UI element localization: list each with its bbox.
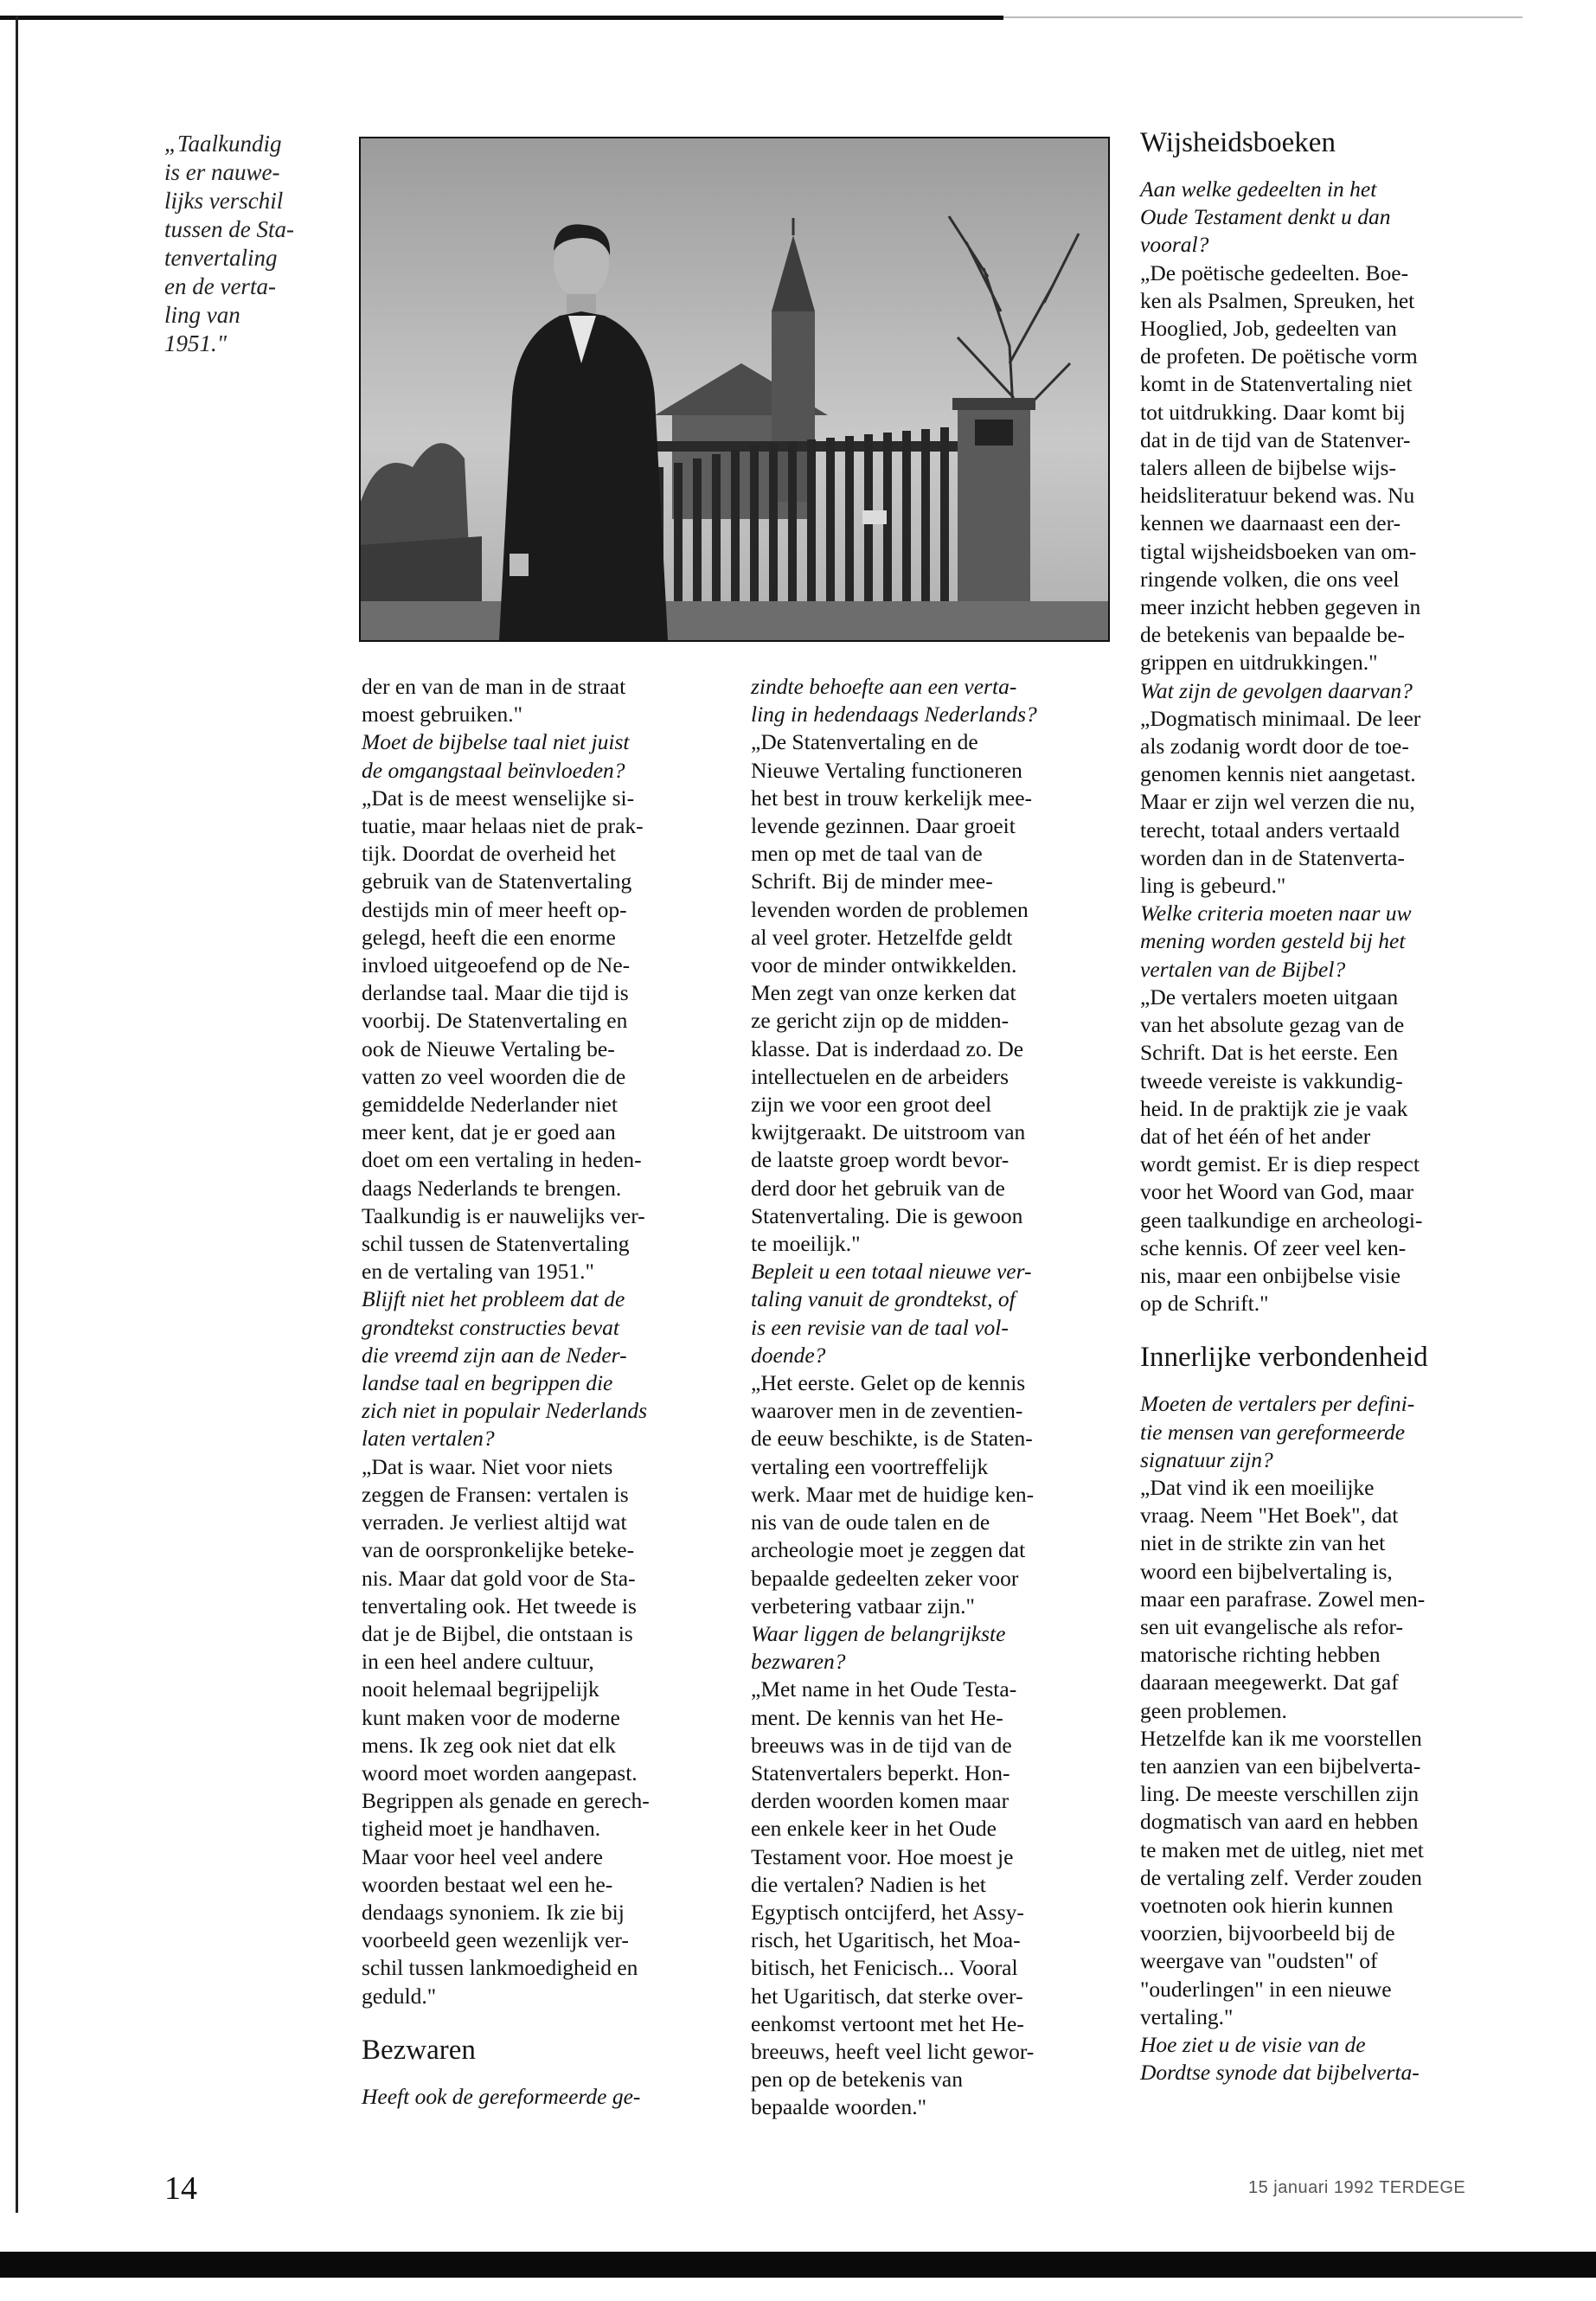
text-line: tigheid moet je handhaven.: [362, 1816, 601, 1842]
text-line: landse taal en begrippen die: [362, 1370, 613, 1396]
text-line: tot uitdrukking. Daar komt bij: [1140, 399, 1406, 425]
interview-question: [1140, 900, 1503, 984]
text-line: wordt gemist. Er is diep respect: [1140, 1151, 1420, 1177]
text-line: zijn we voor een groot deel: [751, 1092, 992, 1118]
text-line: mening worden gesteld bij het: [1140, 928, 1406, 954]
interview-question: [1140, 677, 1503, 705]
pull-quote-line: tenvertaling: [164, 245, 278, 271]
interview-answer: [362, 673, 725, 728]
text-line: doet om een vertaling in heden-: [362, 1147, 642, 1173]
text-line: niet in de strikte zin van het: [1140, 1530, 1386, 1556]
text-line: pen op de betekenis van: [751, 2067, 964, 2093]
text-line: „De vertalers moeten uitgaan: [1140, 984, 1399, 1009]
text-line: voorzien, bijvoorbeeld bij de: [1140, 1920, 1395, 1946]
text-line: nooit helemaal begrijpelijk: [362, 1676, 599, 1702]
text-line: ook de Nieuwe Vertaling be-: [362, 1035, 615, 1061]
text-line: meer kent, dat je er goed aan: [362, 1119, 616, 1145]
text-line: breeuws was in de tijd van de: [751, 1732, 1012, 1758]
text-line: Hoe ziet u de visie van de: [1140, 2032, 1366, 2057]
text-line: woorden bestaat wel een he-: [362, 1871, 613, 1897]
interview-question: [1140, 1390, 1503, 1474]
text-line: gemiddelde Nederlander niet: [362, 1092, 618, 1118]
text-line: Moet de bijbelse taal niet juist: [362, 729, 630, 755]
text-line: levenden worden de problemen: [751, 896, 1029, 922]
text-line: bepaalde gedeelten zeker voor: [751, 1565, 1019, 1591]
text-line: „Met name in het Oude Testa-: [751, 1676, 1017, 1702]
text-line: het Ugaritisch, dat sterke over-: [751, 1983, 1023, 2009]
text-line: geen problemen.: [1140, 1697, 1287, 1723]
text-line: sen uit evangelische als refor-: [1140, 1613, 1403, 1639]
text-line: voor het Woord van God, maar: [1140, 1179, 1414, 1205]
text-line: dat in de tijd van de Statenver-: [1140, 426, 1411, 452]
text-line: weergave van "oudsten" of: [1140, 1948, 1378, 1974]
text-line: „Dogmatisch minimaal. De leer: [1140, 705, 1421, 731]
text-line: Wat zijn de gevolgen daarvan?: [1140, 677, 1413, 703]
text-line: gebruik van de Statenvertaling: [362, 868, 632, 894]
text-line: Maar voor heel veel andere: [362, 1843, 603, 1869]
pillar-cap: [952, 398, 1035, 410]
text-line: als zodanig wordt door de toe-: [1140, 734, 1409, 760]
text-line: bepaalde woorden.": [751, 2094, 926, 2120]
text-line: moest gebruiken.": [362, 702, 523, 727]
text-line: Men zegt van onze kerken dat: [751, 980, 1016, 1006]
page-number: 14: [164, 2170, 197, 2207]
article-column-2: [751, 673, 1114, 2122]
text-line: Oude Testament denkt u dan: [1140, 204, 1391, 230]
text-line: levende gezinnen. Daar groeit: [751, 813, 1016, 839]
text-line: vertaling.": [1140, 2003, 1234, 2029]
text-line: „De Statenvertaling en de: [751, 729, 978, 755]
text-line: sche kennis. Of zeer veel ken-: [1140, 1234, 1407, 1260]
section-heading: Wijsheidsboeken: [1140, 127, 1336, 158]
text-line: vertalen van de Bijbel?: [1140, 956, 1346, 982]
text-line: in een heel andere cultuur,: [362, 1649, 594, 1675]
text-line: destijds min of meer heeft op-: [362, 896, 627, 922]
section-heading: Innerlijke verbondenheid: [1140, 1342, 1428, 1374]
text-line: kennen we daarnaast een der-: [1140, 510, 1401, 536]
issue-date-footer: 15 januari 1992 TERDEGE: [1248, 2178, 1466, 2197]
text-line: Hooglied, Job, gedeelten van: [1140, 316, 1397, 342]
text-line: terecht, totaal anders vertaald: [1140, 817, 1401, 843]
article-column-3: [1140, 125, 1503, 2086]
text-line: grondtekst constructies bevat: [362, 1314, 619, 1340]
text-line: schil tussen de Statenvertaling: [362, 1231, 630, 1257]
text-line: ling. De meeste verschillen zijn: [1140, 1781, 1420, 1807]
text-line: Moeten de vertalers per defini-: [1140, 1391, 1415, 1417]
text-line: dat je de Bijbel, die ontstaan is: [362, 1620, 633, 1646]
text-line: die vertalen? Nadien is het: [751, 1871, 986, 1897]
pull-quote: [164, 130, 324, 358]
text-line: daags Nederlands te brengen.: [362, 1175, 622, 1201]
interview-question: [1140, 2031, 1503, 2086]
text-line: geduld.": [362, 1983, 437, 2009]
text-line: doende?: [751, 1342, 826, 1368]
interview-question: [751, 673, 1114, 728]
text-line: vatten zo veel woorden die de: [362, 1063, 626, 1089]
text-line: talers alleen de bijbelse wijs-: [1140, 455, 1396, 481]
text-line: ment. De kennis van het He-: [751, 1704, 1003, 1730]
text-line: nis, maar een onbijbelse visie: [1140, 1262, 1401, 1288]
text-line: mens. Ik zeg ook niet dat elk: [362, 1732, 616, 1758]
text-line: tijk. Doordat de overheid het: [362, 841, 616, 867]
text-line: Statenvertaling. Die is gewoon: [751, 1202, 1023, 1228]
text-line: die vreemd zijn aan de Neder-: [362, 1342, 627, 1368]
text-line: te maken met de uitleg, niet met: [1140, 1836, 1424, 1862]
interview-answer: [362, 1453, 725, 2010]
text-line: kwijtgeraakt. De uitstroom van: [751, 1119, 1026, 1145]
text-line: eenkomst vertoont met het He-: [751, 2010, 1024, 2036]
text-line: genomen kennis niet aangetast.: [1140, 761, 1416, 787]
text-line: invloed uitgeoefend op de Ne-: [362, 952, 631, 978]
text-line: de vertaling zelf. Verder zouden: [1140, 1864, 1422, 1890]
text-line: men op met de taal van de: [751, 841, 983, 867]
text-line: ten aanzien van een bijbelverta-: [1140, 1753, 1421, 1779]
text-line: klasse. Dat is inderdaad zo. De: [751, 1035, 1024, 1061]
text-line: Heeft ook de gereformeerde ge-: [362, 2083, 641, 2109]
photo-man-before-church: [359, 137, 1110, 642]
text-line: de profeten. De poëtische vorm: [1140, 343, 1418, 369]
text-line: Egyptisch ontcijferd, het Assy-: [751, 1899, 1024, 1925]
gate-sign: [862, 510, 887, 524]
interview-answer: [1140, 984, 1503, 1317]
text-line: en de vertaling van 1951.": [362, 1259, 594, 1285]
text-line: „Dat is waar. Niet voor niets: [362, 1453, 613, 1479]
interview-answer: [362, 785, 725, 1286]
text-line: tweede vereiste is vakkundig-: [1140, 1067, 1403, 1093]
text-line: ringende volken, die ons veel: [1140, 566, 1400, 592]
text-line: Waar liggen de belangrijkste: [751, 1620, 1006, 1646]
text-line: derlandse taal. Maar die tijd is: [362, 980, 629, 1006]
text-line: de eeuw beschikte, is de Staten-: [751, 1426, 1033, 1452]
text-line: Nieuwe Vertaling functioneren: [751, 757, 1022, 783]
text-line: bitisch, het Fenicisch... Vooral: [751, 1955, 1018, 1981]
text-line: tenvertaling ook. Het tweede is: [362, 1593, 637, 1618]
interview-question: [362, 1285, 725, 1452]
text-line: derd door het gebruik van de: [751, 1175, 1005, 1201]
text-line: archeologie moet je zeggen dat: [751, 1537, 1026, 1563]
text-line: voorbeeld geen wezenlijk ver-: [362, 1927, 629, 1953]
text-line: vooral?: [1140, 232, 1209, 258]
text-line: dendaags synoniem. Ik zie bij: [362, 1899, 625, 1925]
text-line: worden dan in de Statenverta-: [1140, 844, 1405, 870]
interview-question: [751, 1620, 1114, 1676]
text-line: voetnoten ook hierin kunnen: [1140, 1892, 1394, 1918]
text-line: risch, het Ugaritisch, het Moa-: [751, 1927, 1021, 1953]
text-line: schil tussen lankmoedigheid en: [362, 1955, 638, 1981]
article-column-1: [362, 673, 725, 2111]
text-line: woord een bijbelvertaling is,: [1140, 1558, 1393, 1584]
interview-answer: [751, 1676, 1114, 2121]
text-line: zeggen de Fransen: vertalen is: [362, 1481, 629, 1507]
text-line: tigtal wijsheidsboeken van om-: [1140, 538, 1417, 564]
interview-answer: [1140, 1474, 1503, 2031]
text-line: dogmatisch van aard en hebben: [1140, 1809, 1419, 1835]
text-line: verbetering vatbaar zijn.": [751, 1593, 975, 1618]
pull-quote-line: lijks verschil: [164, 188, 284, 214]
text-line: gelegd, heeft die een enorme: [362, 924, 616, 950]
text-line: „De poëtische gedeelten. Boe-: [1140, 260, 1409, 285]
interview-question: [751, 1258, 1114, 1369]
interview-answer: [1140, 705, 1503, 900]
text-line: zich niet in populair Nederlands: [362, 1398, 648, 1424]
text-line: nis. Maar dat gold voor de Sta-: [362, 1565, 636, 1591]
text-line: tie mensen van gereformeerde: [1140, 1419, 1406, 1445]
text-line: de laatste groep wordt bevor-: [751, 1147, 1010, 1173]
text-line: tuatie, maar helaas niet de prak-: [362, 813, 644, 839]
text-line: de omgangstaal beïnvloeden?: [362, 757, 625, 783]
text-line: ling in hedendaags Nederlands?: [751, 702, 1037, 727]
pull-quote-line: „Taalkundig: [164, 131, 282, 157]
text-line: dat of het één of het ander: [1140, 1123, 1371, 1149]
interview-question: [362, 728, 725, 784]
text-line: maar een parafrase. Zowel men-: [1140, 1586, 1426, 1612]
photo-illustration: [361, 138, 1108, 640]
text-line: te moeilijk.": [751, 1231, 861, 1257]
text-line: de betekenis van bepaalde be-: [1140, 622, 1405, 648]
text-line: vraag. Neem "Het Boek", dat: [1140, 1503, 1399, 1529]
text-line: derden woorden komen maar: [751, 1788, 1010, 1814]
text-line: woord moet worden aangepast.: [362, 1759, 638, 1785]
text-line: „Dat vind ik een moeilijke: [1140, 1474, 1375, 1500]
interview-question: [1140, 176, 1503, 260]
text-line: Bepleit u een totaal nieuwe ver-: [751, 1259, 1032, 1285]
interview-question: [362, 2083, 725, 2111]
pull-quote-line: ling van: [164, 302, 240, 328]
text-line: matorische richting hebben: [1140, 1642, 1381, 1668]
text-line: ze gericht zijn op de midden-: [751, 1008, 1010, 1034]
text-line: "ouderlingen" in een nieuwe: [1140, 1976, 1392, 2002]
text-line: Maar er zijn wel verzen die nu,: [1140, 789, 1415, 815]
text-line: Testament voor. Hoe moest je: [751, 1843, 1014, 1869]
text-line: signatuur zijn?: [1140, 1446, 1273, 1472]
pull-quote-line: en de verta-: [164, 273, 276, 299]
text-line: werk. Maar met de huidige ken-: [751, 1481, 1035, 1507]
text-line: van het absolute gezag van de: [1140, 1012, 1405, 1038]
text-line: der en van de man in de straat: [362, 674, 626, 699]
text-line: laten vertalen?: [362, 1426, 495, 1452]
text-line: waarover men in de zeventien-: [751, 1398, 1023, 1424]
text-line: het best in trouw kerkelijk mee-: [751, 785, 1033, 811]
text-line: kunt maken voor de moderne: [362, 1704, 620, 1730]
ground: [361, 601, 1108, 640]
top-border-rule: [0, 16, 1003, 20]
text-line: nis van de oude talen en de: [751, 1509, 990, 1535]
text-line: al veel groter. Hetzelfde geldt: [751, 924, 1013, 950]
text-line: „Dat is de meest wenselijke si-: [362, 785, 635, 811]
text-line: daaraan meegewerkt. Dat gaf: [1140, 1670, 1399, 1695]
text-line: komt in de Statenvertaling niet: [1140, 371, 1413, 397]
text-line: verraden. Je verliest altijd wat: [362, 1509, 627, 1535]
top-border-rule-thin: [1003, 16, 1522, 18]
text-line: Begrippen als genade en gerech-: [362, 1788, 650, 1814]
text-line: Taalkundig is er nauwelijks ver-: [362, 1202, 645, 1228]
text-line: heid. In de praktijk zie je vaak: [1140, 1095, 1408, 1121]
text-line: ken als Psalmen, Spreuken, het: [1140, 287, 1415, 313]
bottom-border-bar: [0, 2252, 1596, 2278]
pillar-plaque: [975, 420, 1013, 445]
interview-answer: [1140, 260, 1503, 677]
text-line: heidsliteratuur bekend was. Nu: [1140, 483, 1415, 509]
text-line: Hetzelfde kan ik me voorstellen: [1140, 1725, 1422, 1751]
text-line: taling vanuit de grondtekst, of: [751, 1286, 1016, 1312]
text-line: Schrift. Dat is het eerste. Een: [1140, 1040, 1399, 1066]
text-line: Blijft niet het probleem dat de: [362, 1286, 625, 1312]
text-line: is een revisie van de taal vol-: [751, 1314, 1009, 1340]
text-line: ling is gebeurd.": [1140, 873, 1286, 899]
text-line: intellectuelen en de arbeiders: [751, 1063, 1010, 1089]
section-heading: Bezwaren: [362, 2034, 476, 2066]
text-line: voorbij. De Statenvertaling en: [362, 1008, 628, 1034]
text-line: „Het eerste. Gelet op de kennis: [751, 1370, 1026, 1396]
text-line: geen taalkundige en archeologi-: [1140, 1207, 1423, 1233]
interview-answer: [751, 728, 1114, 1258]
text-line: vertaling een voortreffelijk: [751, 1453, 989, 1479]
left-border-rule: [16, 16, 18, 2213]
text-line: meer inzicht hebben gegeven in: [1140, 594, 1421, 620]
text-line: zindte behoefte aan een verta-: [751, 674, 1017, 699]
text-line: grippen en uitdrukkingen.": [1140, 650, 1378, 676]
interview-answer: [751, 1369, 1114, 1620]
text-line: Schrift. Bij de minder mee-: [751, 868, 993, 894]
text-line: op de Schrift.": [1140, 1291, 1269, 1317]
text-line: Aan welke gedeelten in het: [1140, 176, 1377, 202]
pull-quote-line: tussen de Sta-: [164, 216, 294, 242]
text-line: van de oorspronkelijke beteke-: [362, 1537, 635, 1563]
text-line: Dordtse synode dat bijbelverta-: [1140, 2060, 1420, 2086]
pull-quote-line: 1951.": [164, 330, 228, 356]
pull-quote-line: is er nauwe-: [164, 159, 280, 185]
text-line: Welke criteria moeten naar uw: [1140, 901, 1412, 926]
text-line: voor de minder ontwikkelden.: [751, 952, 1017, 978]
text-line: een enkele keer in het Oude: [751, 1816, 997, 1842]
text-line: Statenvertalers beperkt. Hon-: [751, 1759, 1010, 1785]
text-line: bezwaren?: [751, 1649, 846, 1675]
text-line: breeuws, heeft veel licht gewor-: [751, 2038, 1035, 2064]
